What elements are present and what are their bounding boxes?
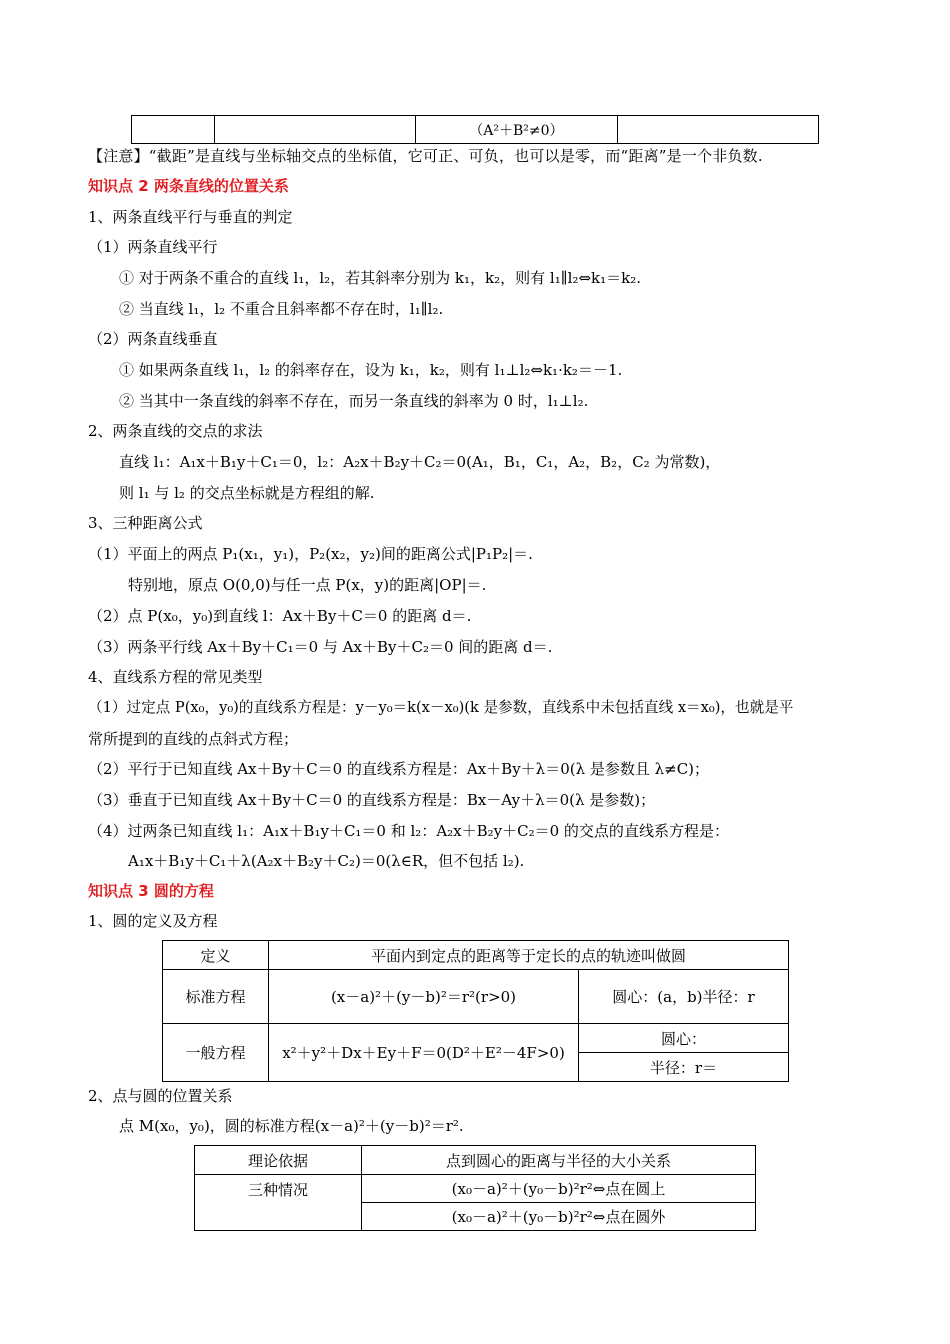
s2-subtitle-2: 2、两条直线的交点的求法 (88, 422, 263, 440)
case-on-circle-cell: (x₀－a)²＋(y₀－b)²r²⇔点在圆上 (362, 1175, 756, 1203)
s2-distance-2: （2）点 P(x₀，y₀)到直线 l：Ax＋By＋C＝0 的距离 d＝. (88, 607, 472, 625)
top-table-cell-4 (617, 116, 818, 144)
def-label-cell: 定义 (163, 941, 269, 970)
top-table-cell-1 (132, 116, 215, 144)
s2-line-family-1: （1）过定点 P(x₀，y₀)的直线系方程是：y－y₀＝k(x－x₀)(k 是参数，直线系中未包括直线 x＝x₀)，也就是平 (88, 699, 794, 716)
s3-subtitle-1: 1、圆的定义及方程 (88, 912, 218, 930)
top-table-cell-2 (214, 116, 415, 144)
std-label-cell: 标准方程 (163, 970, 269, 1024)
s2-perpendicular-rule-1: ① 如果两条直线 l₁，l₂ 的斜率存在，设为 k₁，k₂，则有 l₁⊥l₂⇔k₁·k₂＝－1. (119, 361, 623, 379)
top-table-fragment (131, 115, 819, 144)
s2-intersection-line-1: 直线 l₁：A₁x＋B₁y＋C₁＝0，l₂：A₂x＋B₂y＋C₂＝0(A₁，B₁，C₁，A₂，B₂，C₂ 为常数)， (119, 453, 721, 471)
s3-subtitle-2: 2、点与圆的位置关系 (88, 1087, 233, 1105)
relation-header-cell: 点到圆心的距离与半径的大小关系 (362, 1146, 756, 1175)
section2-heading: 知识点 2 两条直线的位置关系 (88, 177, 289, 195)
s2-subtitle-4: 4、直线系方程的常见类型 (88, 668, 263, 686)
std-center-cell: 圆心：(a，b)半径：r (579, 970, 789, 1024)
s2-line-family-4: （4）过两条已知直线 l₁：A₁x＋B₁y＋C₁＝0 和 l₂：A₂x＋B₂y＋C₂＝0 的交点的直线系方程是： (88, 822, 729, 840)
std-formula-cell: (x－a)²＋(y－b)²＝r²(r>0) (269, 970, 579, 1024)
theory-header-cell: 理论依据 (195, 1146, 362, 1175)
s3-point-circle-line: 点 M(x₀，y₀)，圆的标准方程(x－a)²＋(y－b)²＝r². (119, 1117, 464, 1135)
s2-distance-1: （1）平面上的两点 P₁(x₁，y₁)，P₂(x₂，y₂)间的距离公式|P₁P₂|＝. (88, 545, 533, 563)
s2-perpendicular-rule-2: ② 当其中一条直线的斜率不存在，而另一条直线的斜率为 0 时，l₁⊥l₂. (119, 392, 589, 410)
gen-formula-cell: x²＋y²＋Dx＋Ey＋F＝0(D²＋E²－4F>0) (269, 1024, 579, 1082)
section3-heading: 知识点 3 圆的方程 (88, 882, 214, 900)
s2-line-family-3: （3）垂直于已知直线 Ax＋By＋C＝0 的直线系方程是：Bx－Ay＋λ＝0(λ 是参数)； (88, 791, 656, 809)
gen-radius-cell: 半径：r＝ (579, 1053, 789, 1082)
s2-line-family-4-cont: A₁x＋B₁y＋C₁＋λ(A₂x＋B₂y＋C₂)＝0(λ∈R，但不包括 l₂). (128, 852, 525, 870)
s2-distance-3: （3）两条平行线 Ax＋By＋C₁＝0 与 Ax＋By＋C₂＝0 间的距离 d＝. (88, 638, 553, 656)
case-outside-circle-cell: (x₀－a)²＋(y₀－b)²r²⇔点在圆外 (362, 1203, 756, 1231)
s2-parallel-rule-1: ① 对于两条不重合的直线 l₁，l₂，若其斜率分别为 k₁，k₂，则有 l₁∥l₂⇔k₁＝k₂. (119, 269, 641, 287)
note-paragraph: 【注意】“截距”是直线与坐标轴交点的坐标值，它可正、可负，也可以是零，而“距离”是一个非负数. (88, 147, 763, 165)
s2-subtitle-3: 3、三种距离公式 (88, 514, 203, 532)
s2-parallel-rule-2: ② 当直线 l₁，l₂ 不重合且斜率都不存在时，l₁∥l₂. (119, 300, 444, 318)
cases-label-cell: 三种情况 (195, 1175, 362, 1231)
s2-distance-1b: 特别地，原点 O(0,0)与任一点 P(x，y)的距离|OP|＝. (128, 576, 487, 594)
point-circle-table (194, 1145, 756, 1231)
s2-perpendicular-title: （2）两条直线垂直 (88, 330, 218, 348)
s2-intersection-line-2: 则 l₁ 与 l₂ 的交点坐标就是方程组的解. (119, 484, 375, 502)
s2-parallel-title: （1）两条直线平行 (88, 238, 218, 256)
s2-subtitle-1: 1、两条直线平行与垂直的判定 (88, 208, 293, 226)
gen-label-cell: 一般方程 (163, 1024, 269, 1082)
top-table-formula-cell: （A²＋B²≠0） (416, 116, 618, 144)
gen-center-cell: 圆心： (579, 1024, 789, 1053)
def-text-cell: 平面内到定点的距离等于定长的点的轨迹叫做圆 (269, 941, 789, 970)
circle-equation-table (162, 940, 789, 1082)
s2-line-family-1-cont: 常所提到的直线的点斜式方程； (88, 730, 299, 748)
s2-line-family-2: （2）平行于已知直线 Ax＋By＋C＝0 的直线系方程是：Ax＋By＋λ＝0(λ 是参数且 λ≠C)； (88, 760, 710, 778)
